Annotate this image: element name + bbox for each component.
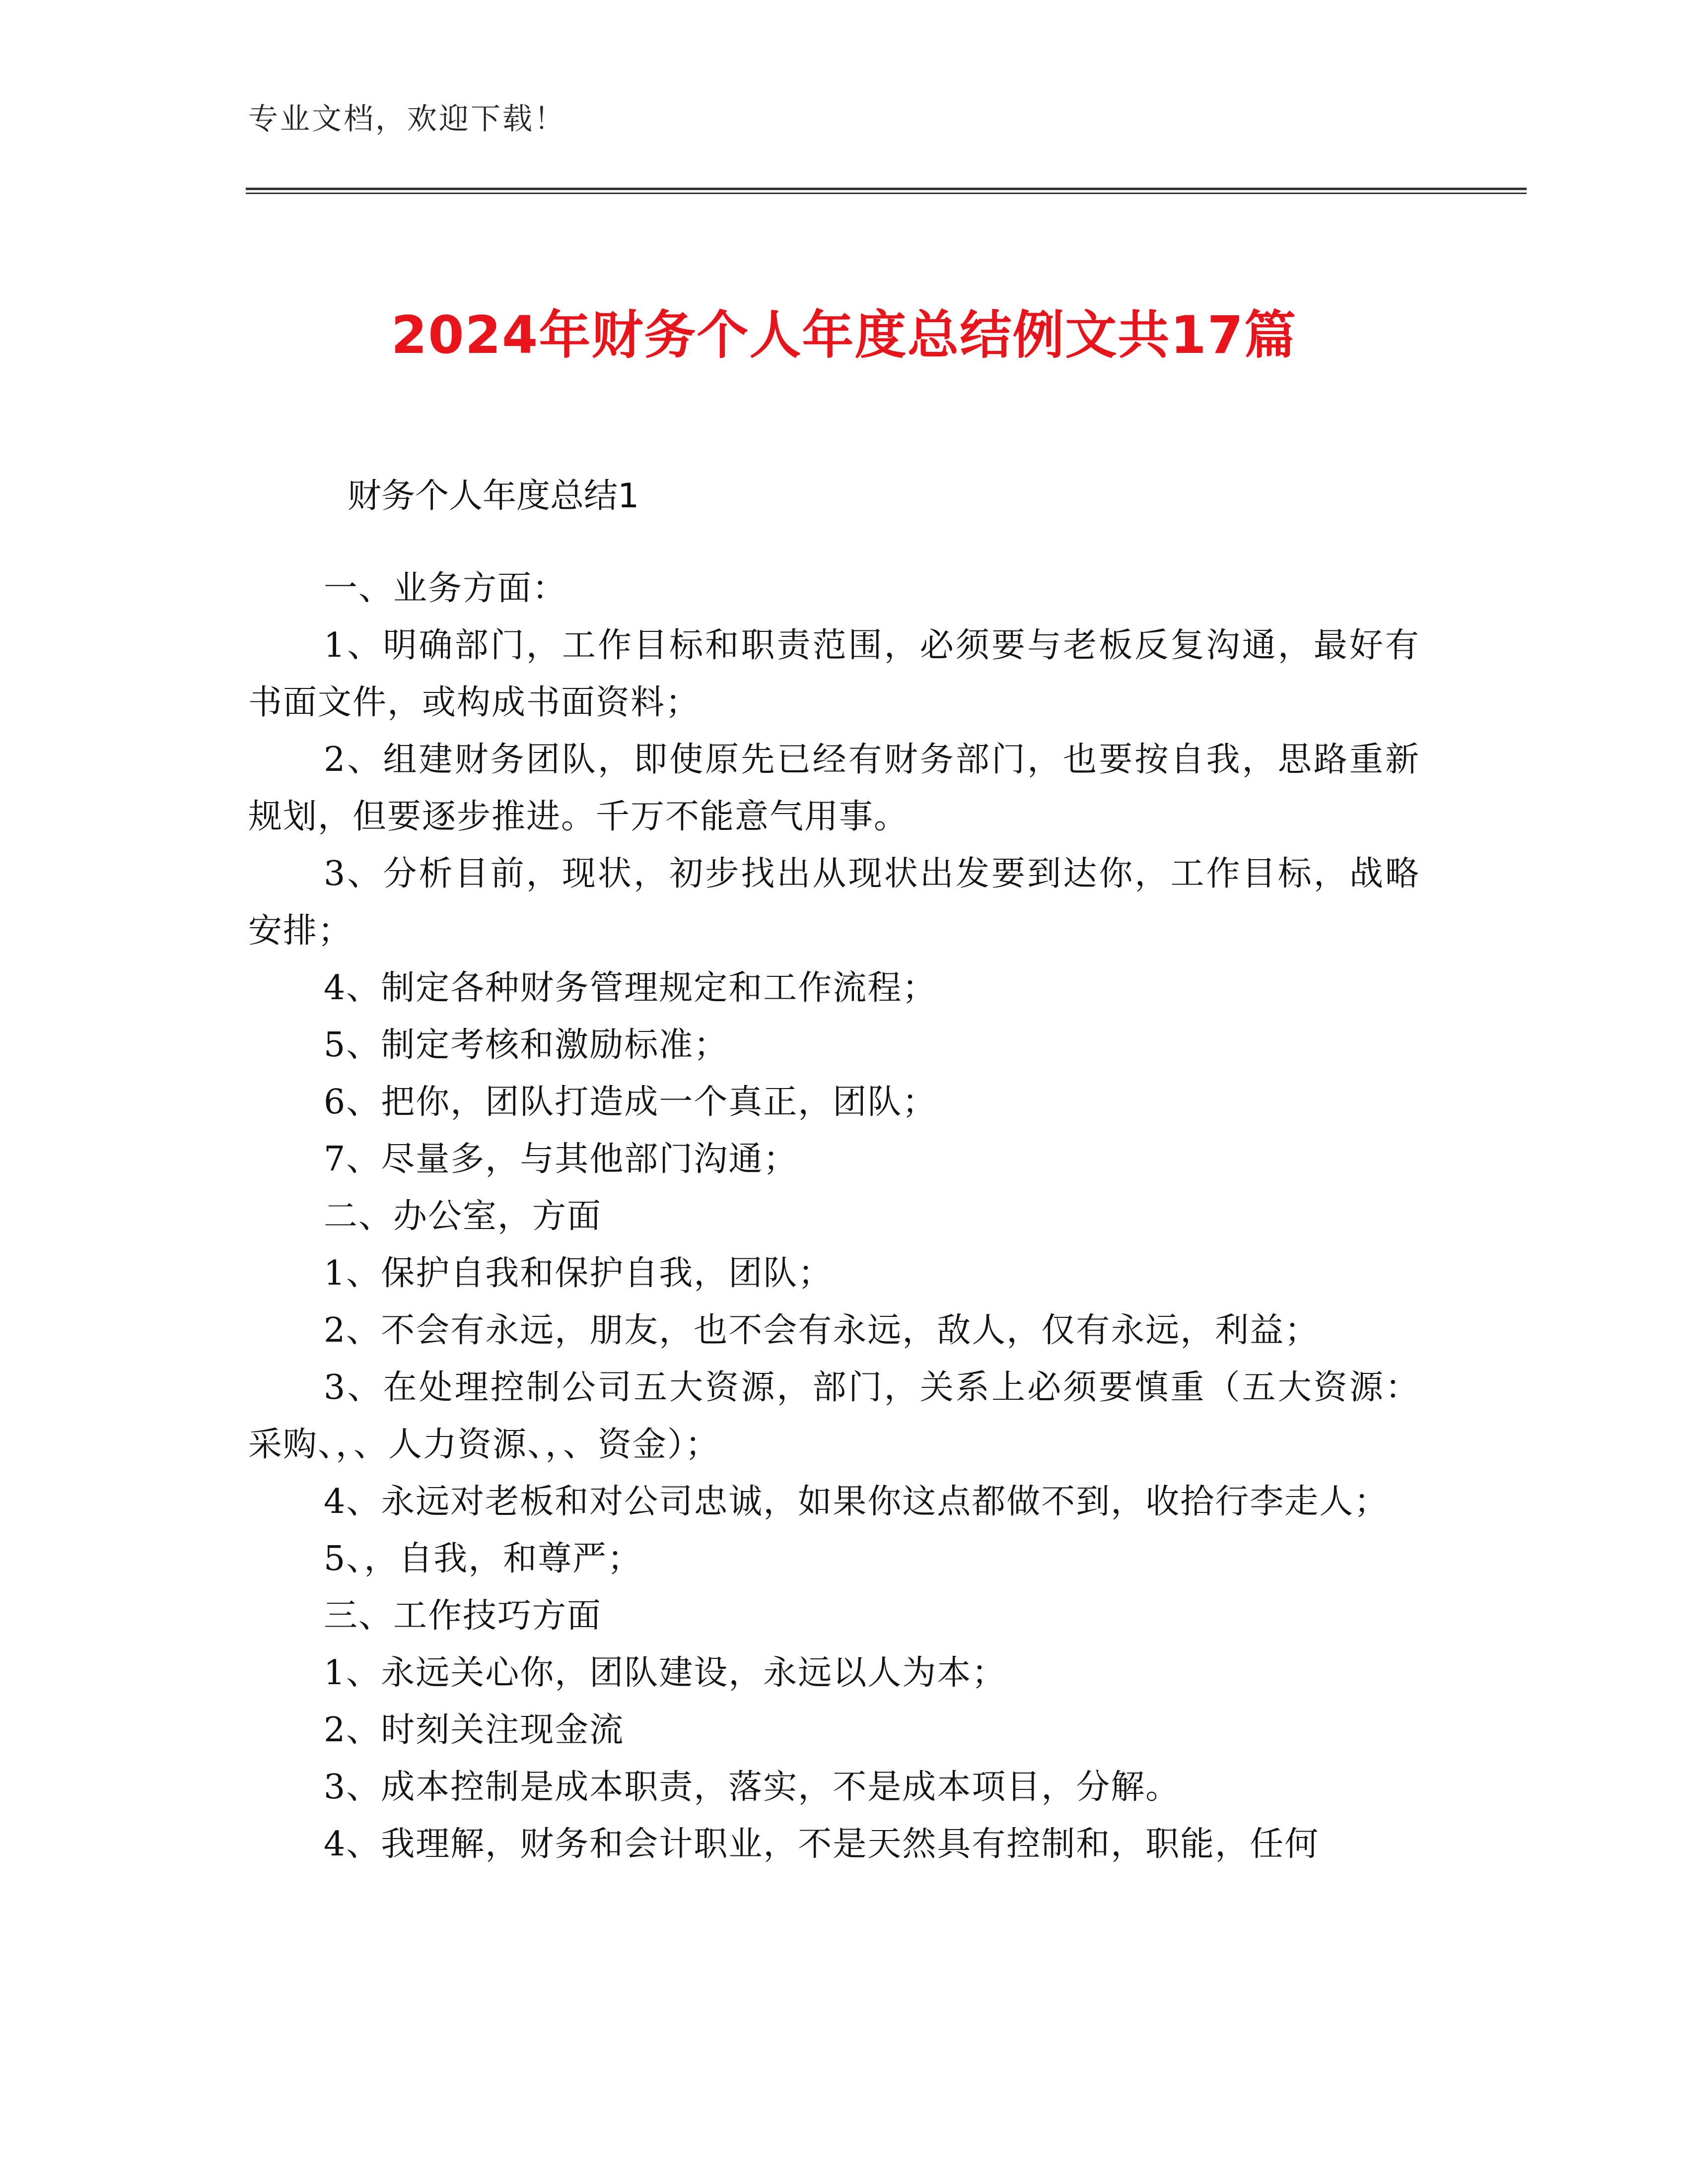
paragraph: 4、制定各种财务管理规定和工作流程； — [324, 968, 937, 1008]
paragraph: 1、永远关心你，团队建设，永远以人为本； — [324, 1653, 1007, 1693]
paragraph: 1、保护自我和保护自我，团队； — [324, 1254, 833, 1293]
paragraph: 6、把你，团队打造成一个真正，团队； — [324, 1083, 937, 1122]
header-divider-thick-line — [246, 188, 1527, 190]
paragraph: 5、，自我，和尊严； — [324, 1539, 642, 1578]
header-divider-thin-line — [246, 193, 1527, 194]
paragraph: 3、分析目前，现状，初步找出从现状出发要到达你，工作目标，战略安排； — [248, 854, 1420, 951]
paragraph: 7、尽量多，与其他部门沟通； — [324, 1140, 798, 1179]
paragraph: 2、不会有永远，朋友，也不会有永远，敌人，仅有永远，利益； — [324, 1311, 1320, 1350]
page-header-text: 专业文档，欢迎下载！ — [248, 102, 566, 136]
document-body — [248, 560, 1420, 1873]
section-heading: 财务个人年度总结1 — [348, 477, 639, 516]
paragraph: 2、时刻关注现金流 — [324, 1710, 625, 1750]
paragraph: 4、我理解，财务和会计职业，不是天然具有控制和，职能，任何 — [324, 1825, 1320, 1864]
paragraph: 3、在处理控制公司五大资源，部门，关系上必须要慎重（五大资源：采购、，、人力资源、，、资金）； — [248, 1368, 1420, 1464]
paragraph: 二、办公室，方面 — [324, 1197, 602, 1236]
document-title: 2024年财务个人年度总结例文共17篇 — [391, 305, 1297, 365]
paragraph: 3、成本控制是成本职责，落实，不是成本项目，分解。 — [324, 1768, 1181, 1807]
header-divider — [246, 188, 1527, 195]
paragraph: 4、永远对老板和对公司忠诚，如果你这点都做不到，收拾行李走人； — [324, 1482, 1389, 1521]
paragraph: 2、组建财务团队，即使原先已经有财务部门，也要按自我，思路重新规划，但要逐步推进。千万不能意气用事。 — [248, 740, 1420, 836]
paragraph: 5、制定考核和激励标准； — [324, 1025, 729, 1065]
paragraph: 三、工作技巧方面 — [324, 1596, 602, 1636]
paragraph: 1、明确部门，工作目标和职责范围，必须要与老板反复沟通，最好有书面文件，或构成书面资料； — [248, 626, 1420, 722]
paragraph: 一、业务方面： — [324, 569, 567, 608]
